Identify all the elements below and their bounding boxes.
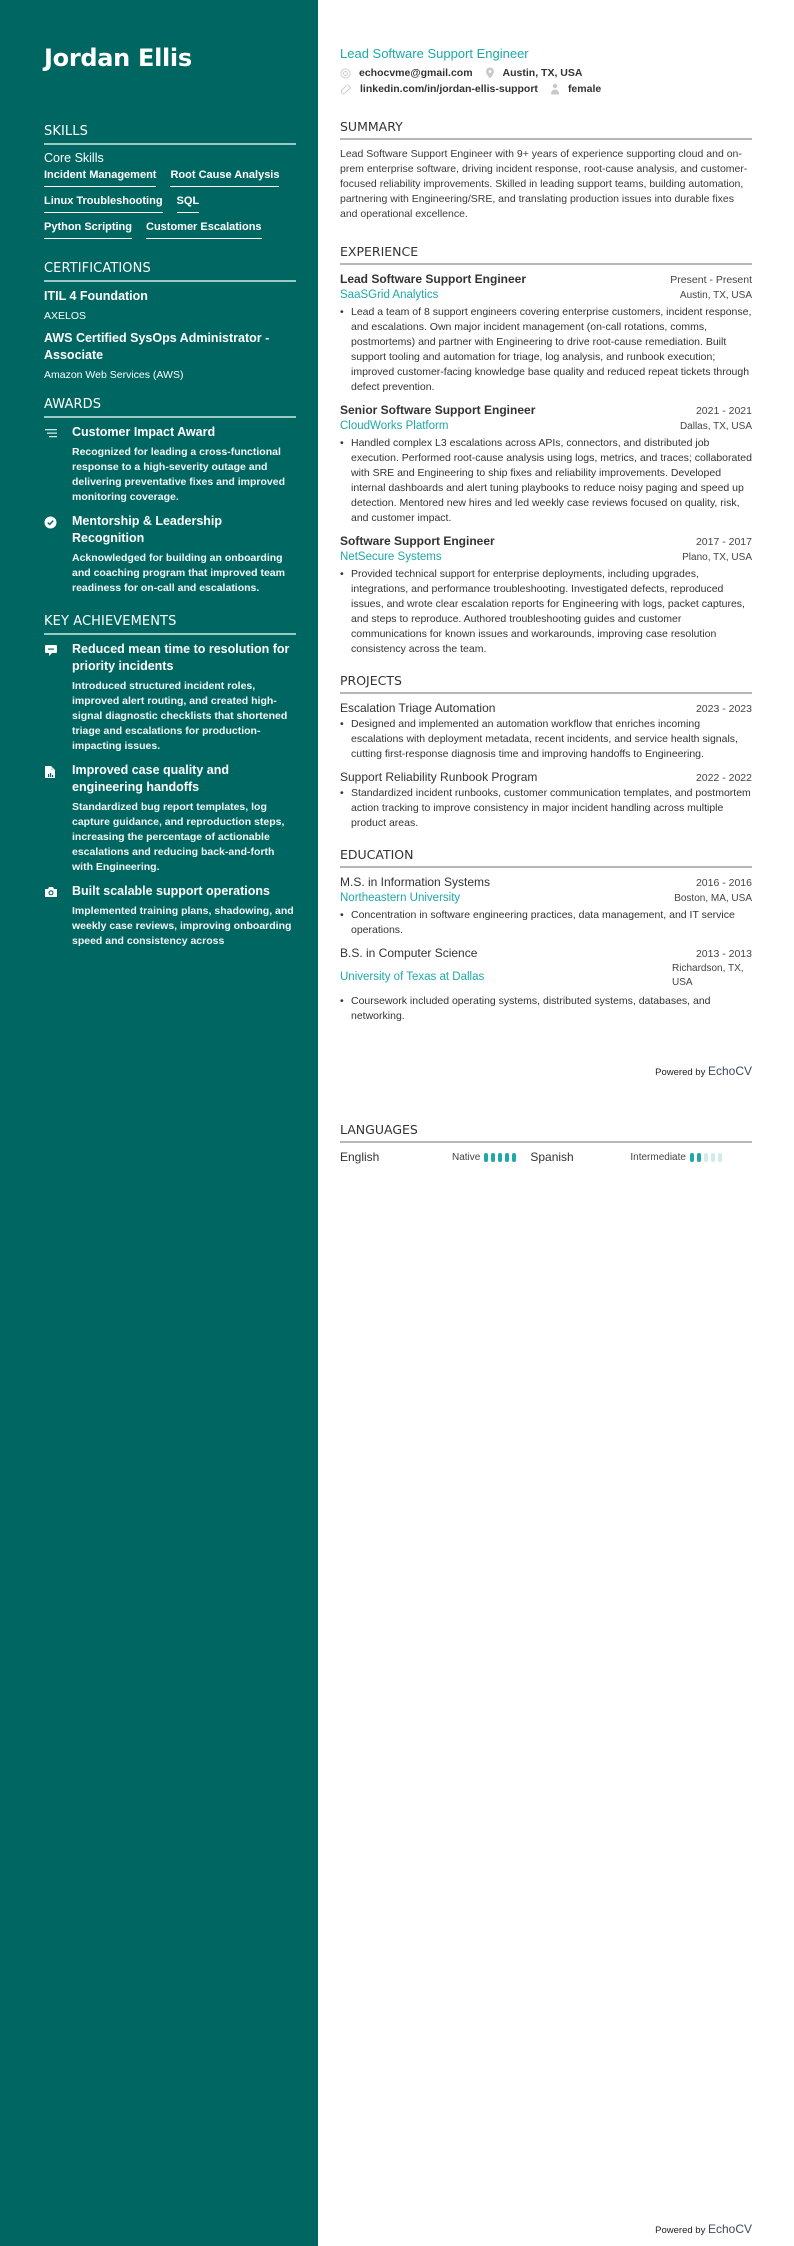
map-pin-icon bbox=[485, 67, 495, 79]
date-range: 2016 - 2016 bbox=[695, 877, 752, 889]
powered-by-footer-bottom: Powered by EchoCV bbox=[655, 2222, 752, 2236]
proficiency-dots bbox=[690, 1153, 722, 1162]
bullet-item: • Coursework included operating systems, distributed systems, databases, and networking. bbox=[340, 995, 711, 1022]
contact-linkedin[interactable] bbox=[340, 83, 538, 95]
position-title: Lead Software Support Engineer bbox=[340, 272, 527, 286]
degree-title: M.S. in Information Systems bbox=[340, 875, 491, 889]
certifications-section bbox=[44, 261, 296, 381]
linkedin-text: linkedin.com/in/jordan-ellis-support bbox=[360, 83, 538, 95]
award-description: Acknowledged for building an onboarding and coaching program that improved team readiness for on-call and escalations. bbox=[72, 552, 285, 594]
language-level: Intermediate bbox=[630, 1151, 686, 1163]
skill-tag: Root Cause Analysis bbox=[170, 169, 279, 187]
chat-bubble-icon bbox=[44, 641, 72, 754]
school-name: University of Texas at Dallas bbox=[340, 970, 485, 983]
date-range: Present - Present bbox=[670, 274, 752, 286]
languages-section bbox=[340, 1122, 752, 1164]
cert-issuer: Amazon Web Services (AWS) bbox=[44, 369, 184, 381]
cert-name: AWS Certified SysOps Administrator - Associate bbox=[44, 331, 270, 362]
person-icon bbox=[550, 83, 560, 95]
company-name: SaaSGrid Analytics bbox=[340, 289, 439, 301]
projects-heading: PROJECTS bbox=[340, 673, 752, 694]
skill-tag: Python Scripting bbox=[44, 221, 132, 239]
headline-job-title: Lead Software Support Engineer bbox=[340, 46, 529, 61]
position-title: Senior Software Support Engineer bbox=[340, 403, 536, 417]
skill-tag: SQL bbox=[177, 195, 200, 213]
date-range: 2013 - 2013 bbox=[695, 948, 752, 960]
language-level: Native bbox=[452, 1151, 481, 1163]
languages-row bbox=[340, 1150, 752, 1164]
award-description: Recognized for leading a cross-functional response to a high-severity outage and delivering preventative fixes and improved monitoring coverage. bbox=[72, 446, 285, 503]
location-text: Austin, TX, USA bbox=[502, 67, 583, 79]
contact-email[interactable] bbox=[340, 67, 473, 79]
education-heading: EDUCATION bbox=[340, 847, 752, 868]
main-content bbox=[318, 0, 794, 2246]
job-location: Plano, TX, USA bbox=[682, 552, 752, 563]
achievement-description: Standardized bug report templates, log capture guidance, and reproduction steps, increasing the percentage of actionable escalations and reducing back-and-forth with Engineering. bbox=[72, 801, 285, 873]
award-title: Mentorship & Leadership Recognition bbox=[72, 514, 223, 545]
list-icon bbox=[44, 424, 72, 505]
job-location: Dallas, TX, USA bbox=[679, 421, 752, 432]
candidate-name: Jordan Ellis bbox=[44, 44, 192, 72]
language-name: English bbox=[340, 1150, 380, 1164]
achievements-heading: KEY ACHIEVEMENTS bbox=[44, 614, 296, 635]
gender-text: female bbox=[567, 83, 602, 95]
cert-name: ITIL 4 Foundation bbox=[44, 289, 148, 303]
project-entry bbox=[340, 770, 752, 831]
bullet-item: • Provided technical support for enterprise deployments, including upgrades, integrations, and performance troubleshooting. Investigated defects, reproduced issues, and wrote clear escalation reports for Engineering with logs, packet captures, and steps to reproduce. Authored troubleshooting guides and customer communications for known issues and workarounds, improving case resolution consistency across the team. bbox=[340, 568, 745, 655]
achievement-item bbox=[44, 762, 296, 875]
award-title: Customer Impact Award bbox=[72, 425, 216, 439]
achievement-title: Reduced mean time to resolution for priority incidents bbox=[72, 642, 290, 673]
summary-heading: SUMMARY bbox=[340, 119, 752, 140]
achievement-description: Implemented training plans, shadowing, and weekly case reviews, improving onboarding speed and consistency across bbox=[72, 905, 294, 947]
award-item bbox=[44, 513, 296, 596]
powered-by-footer: Powered by EchoCV bbox=[655, 1064, 752, 1078]
check-circle-icon bbox=[44, 513, 72, 596]
bullet-item: • Designed and implemented an automation workflow that enriches incoming escalations with deployment metadata, recent incidents, and service health signals, cutting first-response diagnosis time and improving handoffs to Engineering. bbox=[340, 718, 738, 760]
school-location: Richardson, TX, USA bbox=[672, 963, 744, 988]
skill-group-title: Core Skills bbox=[44, 151, 104, 165]
date-range: 2023 - 2023 bbox=[695, 703, 752, 715]
project-entry bbox=[340, 701, 752, 762]
achievement-title: Improved case quality and engineering handoffs bbox=[72, 763, 229, 794]
position-title: Software Support Engineer bbox=[340, 534, 495, 548]
certifications-heading: CERTIFICATIONS bbox=[44, 261, 296, 282]
document-chart-icon bbox=[44, 762, 72, 875]
experience-heading: EXPERIENCE bbox=[340, 244, 752, 265]
link-icon bbox=[340, 83, 352, 95]
email-text: echocvme@gmail.com bbox=[359, 67, 473, 79]
summary-section bbox=[340, 119, 752, 222]
date-range: 2021 - 2021 bbox=[695, 405, 752, 417]
date-range: 2022 - 2022 bbox=[695, 772, 752, 784]
contact-gender bbox=[550, 83, 601, 95]
camera-icon bbox=[44, 883, 72, 949]
at-icon bbox=[340, 68, 351, 79]
bullet-item: • Handled complex L3 escalations across APIs, connectors, and distributed job execution. Performed root-cause analysis using logs, metrics, and traces; collaborated with SRE and Engineering to ship fixes and reliability improvements. Developed internal dashboards and alert tuning playbooks to reduce noisy paging and speed up detection. Mentored new hires and led weekly case reviews focused on quality, risk, and customer impact. bbox=[340, 437, 752, 524]
echocv-brand-link[interactable]: EchoCV bbox=[707, 1064, 752, 1078]
degree-title: B.S. in Computer Science bbox=[340, 946, 478, 960]
languages-heading: LANGUAGES bbox=[340, 1122, 752, 1143]
language-name: Spanish bbox=[530, 1150, 574, 1164]
projects-section bbox=[340, 673, 752, 831]
school-location: Boston, MA, USA bbox=[674, 893, 752, 904]
date-range: 2017 - 2017 bbox=[695, 536, 752, 548]
education-entry bbox=[340, 875, 752, 938]
cert-issuer: AXELOS bbox=[44, 310, 87, 322]
skills-heading: SKILLS bbox=[44, 124, 296, 145]
skills-section bbox=[44, 124, 296, 239]
skills-list bbox=[44, 169, 296, 239]
awards-heading: AWARDS bbox=[44, 397, 296, 418]
skill-tag: Customer Escalations bbox=[146, 221, 262, 239]
school-name: Northeastern University bbox=[340, 892, 461, 904]
company-name: CloudWorks Platform bbox=[340, 420, 449, 432]
project-title: Escalation Triage Automation bbox=[340, 701, 496, 715]
achievement-description: Introduced structured incident roles, improved alert routing, and created high-signal diagnostic checklists that shortened triage and escalations for production-impacting issues. bbox=[72, 680, 288, 752]
contact-location bbox=[485, 67, 583, 79]
awards-section bbox=[44, 397, 296, 596]
experience-entry bbox=[340, 272, 752, 395]
contact-row bbox=[340, 83, 752, 95]
achievement-title: Built scalable support operations bbox=[72, 884, 270, 898]
bullet-item: • Concentration in software engineering practices, data management, and IT service operations. bbox=[340, 909, 735, 936]
job-location: Austin, TX, USA bbox=[679, 290, 752, 301]
skill-tag: Incident Management bbox=[44, 169, 156, 187]
experience-entry bbox=[340, 534, 752, 657]
education-section bbox=[340, 847, 752, 1024]
achievements-section bbox=[44, 614, 296, 949]
contact-row bbox=[340, 67, 752, 79]
bullet-item: • Lead a team of 8 support engineers covering enterprise customers, incident response, and escalations. Own major incident management (on-call rotations, comms, postmortems) and partner with Engineering to drive root-cause remediation. Built support tooling and automation for triage, log analysis, and runbook execution; improved customer-facing knowledge base quality and reduced repeat tickets through defect prevention. bbox=[340, 306, 752, 393]
experience-entry bbox=[340, 403, 752, 526]
project-title: Support Reliability Runbook Program bbox=[340, 770, 538, 784]
proficiency-dots bbox=[484, 1153, 516, 1162]
echocv-brand-link[interactable]: EchoCV bbox=[707, 2222, 752, 2236]
achievement-item bbox=[44, 641, 296, 754]
summary-text: Lead Software Support Engineer with 9+ years of experience supporting cloud and on-prem enterprise software, driving incident response, root-cause analysis, and customer-focused reliability improvements. Skilled in leading support teams, building automation, partnering with Engineering/SRE, and translating production issues into durable fixes and operational excellence. bbox=[340, 148, 748, 220]
education-entry bbox=[340, 946, 752, 1024]
achievement-item bbox=[44, 883, 296, 949]
company-name: NetSecure Systems bbox=[340, 551, 442, 563]
sidebar bbox=[0, 0, 318, 2246]
skill-tag: Linux Troubleshooting bbox=[44, 195, 163, 213]
experience-section bbox=[340, 244, 752, 657]
bullet-item: • Standardized incident runbooks, customer communication templates, and postmortem action tracking to improve consistency in major incident handling across multiple product areas. bbox=[340, 787, 751, 829]
award-item bbox=[44, 424, 296, 505]
